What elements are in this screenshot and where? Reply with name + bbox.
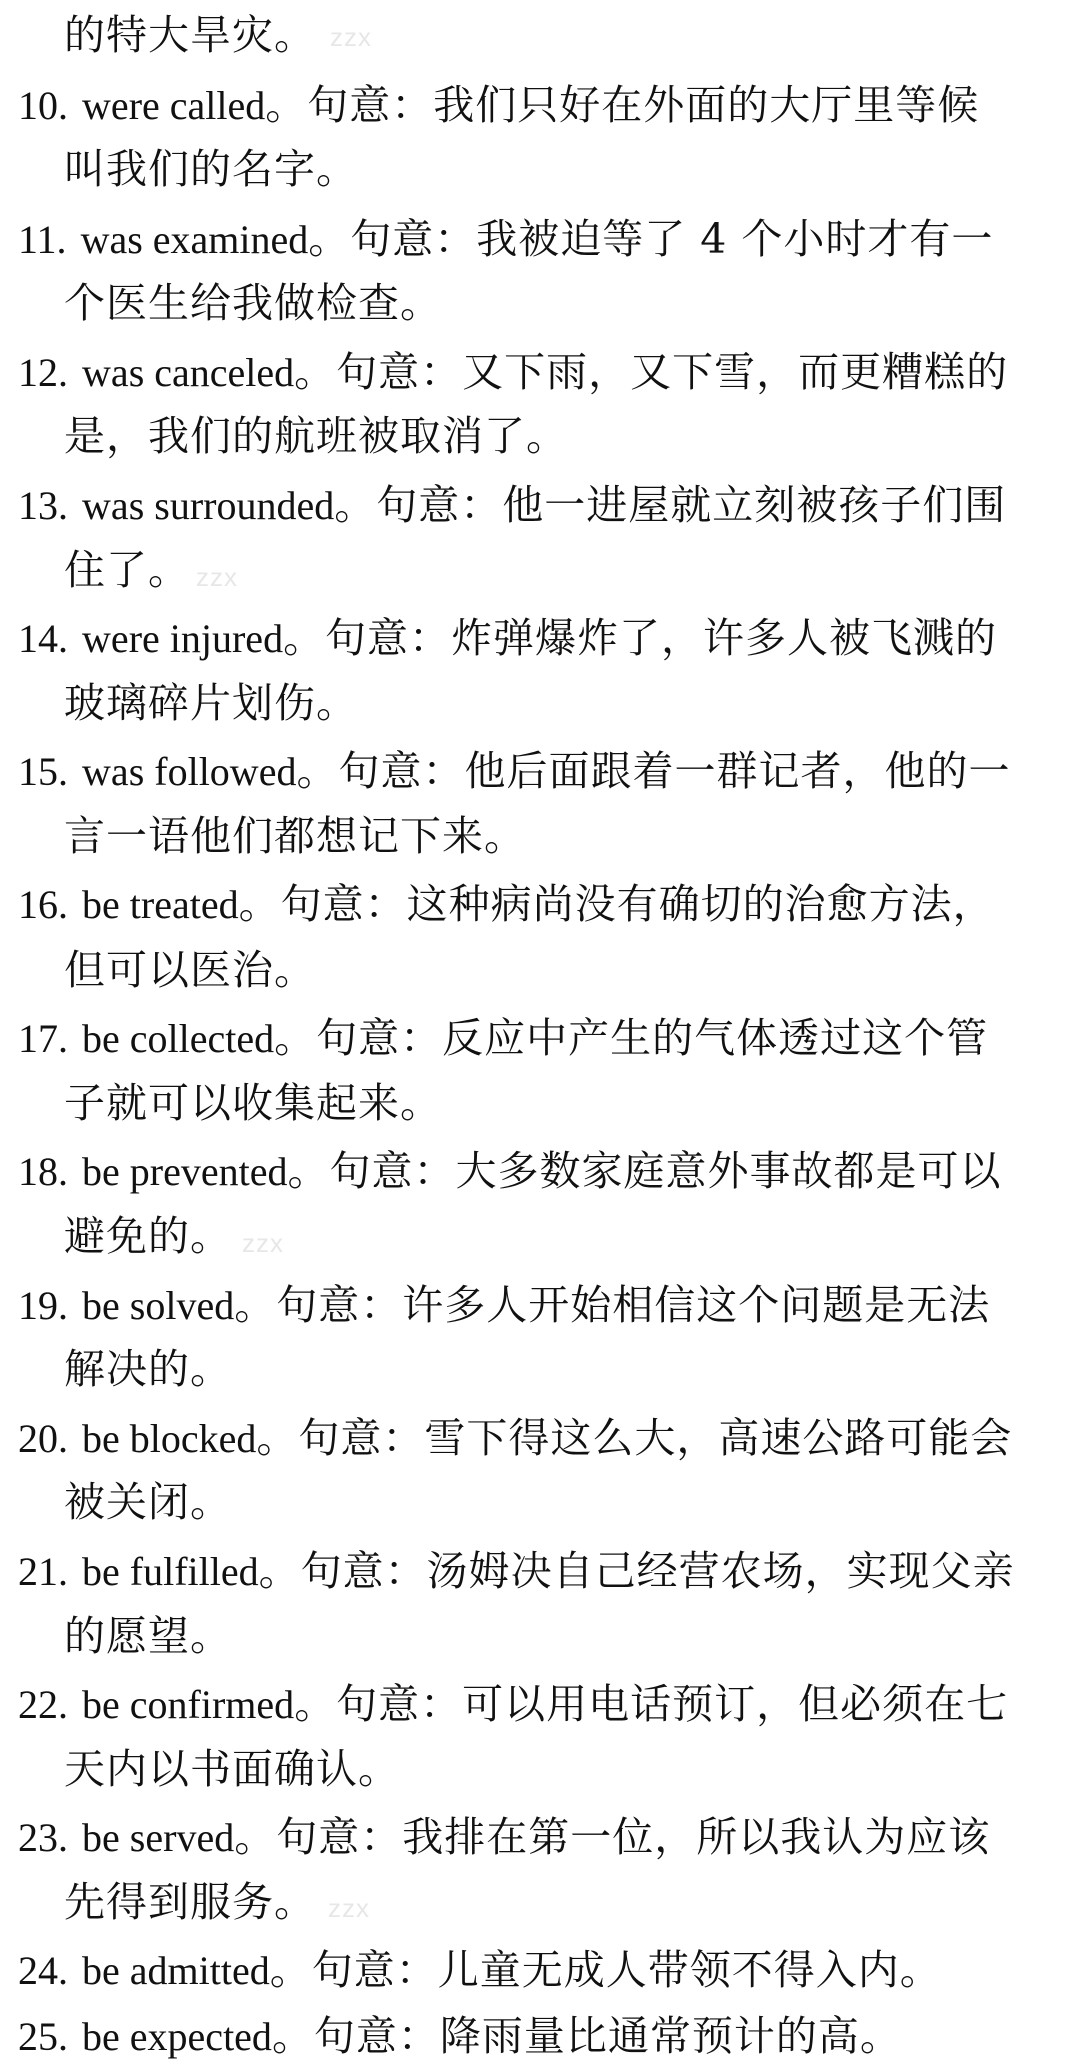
answer-item-10-cont (64, 136, 358, 202)
answer-item-12 (18, 339, 1008, 405)
answer-phrase: was followed (82, 749, 297, 794)
answer-phrase: be confirmed (82, 1682, 295, 1727)
translation-text: 。句意：儿童无成人带领不得入内。 (269, 1946, 942, 1994)
answer-item-23-cont (64, 1869, 316, 1935)
item-number: 23. (18, 1815, 68, 1860)
item-number: 25. (18, 2014, 68, 2059)
translation-text: 。句意：我们只好在外面的大厅里等候 (265, 81, 980, 129)
answer-phrase: be collected (82, 1016, 275, 1061)
item-number: 18. (18, 1149, 68, 1194)
translation-text: 避免的。 (64, 1212, 232, 1260)
item-number: 20. (18, 1416, 68, 1461)
answer-item-22 (18, 1671, 1008, 1737)
answer-item-22-cont (64, 1736, 400, 1802)
item-number: 15. (18, 749, 68, 794)
item-number: 17. (18, 1016, 68, 1061)
item-number: 16. (18, 882, 68, 927)
translation-text: 。句意：他一进屋就立刻被孩子们围 (334, 481, 1007, 529)
answer-item-13-cont (64, 537, 190, 603)
line-text: 的特大旱灾。 (64, 11, 316, 59)
answer-phrase: was canceled (82, 350, 295, 395)
answer-phrase: was surrounded (82, 483, 335, 528)
translation-text: 叫我们的名字。 (64, 145, 358, 193)
translation-text: 先得到服务。 (64, 1878, 316, 1926)
answer-item-25 (18, 2003, 902, 2069)
answer-item-15-cont (64, 803, 526, 869)
answer-phrase: be expected (82, 2014, 272, 2059)
item-number: 21. (18, 1549, 68, 1594)
answer-item-20 (18, 1405, 1012, 1471)
answer-phrase: be solved (82, 1283, 235, 1328)
answer-item-12-cont (64, 403, 568, 469)
translation-text: 。句意：大多数家庭意外事故都是可以 (287, 1147, 1002, 1195)
answer-item-21-cont (64, 1603, 232, 1669)
answer-item-15 (18, 738, 1010, 804)
item-number: 14. (18, 616, 68, 661)
answer-phrase: be served (82, 1815, 235, 1860)
translation-text: 住了。 (64, 546, 190, 594)
watermark-text: zzx (242, 1228, 284, 1258)
answer-phrase: be treated (82, 882, 239, 927)
translation-text: 天内以书面确认。 (64, 1745, 400, 1793)
answer-item-11 (18, 206, 993, 272)
answer-phrase: were called (82, 83, 266, 128)
item-number: 24. (18, 1948, 68, 1993)
watermark-text: zzx (330, 22, 372, 52)
answer-item-24 (18, 1937, 942, 2003)
translation-text: 。句意：我被迫等了 4 个小时才有一 (308, 215, 994, 263)
translation-text: 。句意：又下雨，又下雪，而更糟糕的 (294, 348, 1009, 396)
translation-text: 。句意：反应中产生的气体透过这个管 (274, 1014, 989, 1062)
answer-item-18 (18, 1138, 1002, 1204)
answer-phrase: be fulfilled (82, 1549, 259, 1594)
translation-text: 。句意：炸弹爆炸了，许多人被飞溅的 (283, 614, 998, 662)
watermark-text: zzx (196, 562, 238, 592)
answer-item-13 (18, 472, 1006, 538)
translation-text: 。句意：可以用电话预订，但必须在七 (294, 1680, 1009, 1728)
answer-item-16-cont (64, 937, 316, 1003)
translation-text: 。句意：雪下得这么大，高速公路可能会 (256, 1414, 1013, 1462)
item-number: 22. (18, 1682, 68, 1727)
answer-item-19-cont (64, 1336, 232, 1402)
watermark-text: zzx (328, 1893, 370, 1923)
translation-text: 被关闭。 (64, 1478, 232, 1526)
translation-text: 言一语他们都想记下来。 (64, 812, 526, 860)
translation-text: 的愿望。 (64, 1612, 232, 1660)
answer-item-17-cont (64, 1070, 442, 1136)
translation-text: 。句意：他后面跟着一群记者，他的一 (296, 747, 1011, 795)
answer-item-14 (18, 605, 997, 671)
translation-text: 个医生给我做检查。 (64, 279, 442, 327)
item-number: 12. (18, 350, 68, 395)
answer-phrase: be blocked (82, 1416, 257, 1461)
answer-phrase: be prevented (82, 1149, 288, 1194)
continued-line (64, 2, 316, 68)
answer-item-11-cont (64, 270, 442, 336)
item-number: 13. (18, 483, 68, 528)
answer-item-16 (18, 871, 995, 937)
translation-text: 。句意：降雨量比通常预计的高。 (271, 2012, 902, 2060)
answer-phrase: be admitted (82, 1948, 270, 1993)
item-number: 11. (18, 217, 67, 262)
item-number: 19. (18, 1283, 68, 1328)
answer-item-23 (18, 1804, 990, 1870)
translation-text: 。句意：汤姆决自己经营农场，实现父亲 (258, 1547, 1015, 1595)
answer-item-18-cont (64, 1203, 232, 1269)
translation-text: 是，我们的航班被取消了。 (64, 412, 568, 460)
translation-text: 。句意：许多人开始相信这个问题是无法 (234, 1281, 991, 1329)
translation-text: 。句意：这种病尚没有确切的治愈方法， (238, 880, 995, 928)
answer-item-14-cont (64, 670, 358, 736)
answer-phrase: were injured (82, 616, 284, 661)
translation-text: 。句意：我排在第一位，所以我认为应该 (234, 1813, 991, 1861)
answer-phrase: was examined (80, 217, 309, 262)
answer-item-17 (18, 1005, 988, 1071)
answer-item-21 (18, 1538, 1015, 1604)
answer-item-10 (18, 72, 979, 138)
translation-text: 玻璃碎片划伤。 (64, 679, 358, 727)
translation-text: 子就可以收集起来。 (64, 1079, 442, 1127)
translation-text: 但可以医治。 (64, 946, 316, 994)
answer-item-19 (18, 1272, 990, 1338)
answer-item-20-cont (64, 1469, 232, 1535)
translation-text: 解决的。 (64, 1345, 232, 1393)
item-number: 10. (18, 83, 68, 128)
